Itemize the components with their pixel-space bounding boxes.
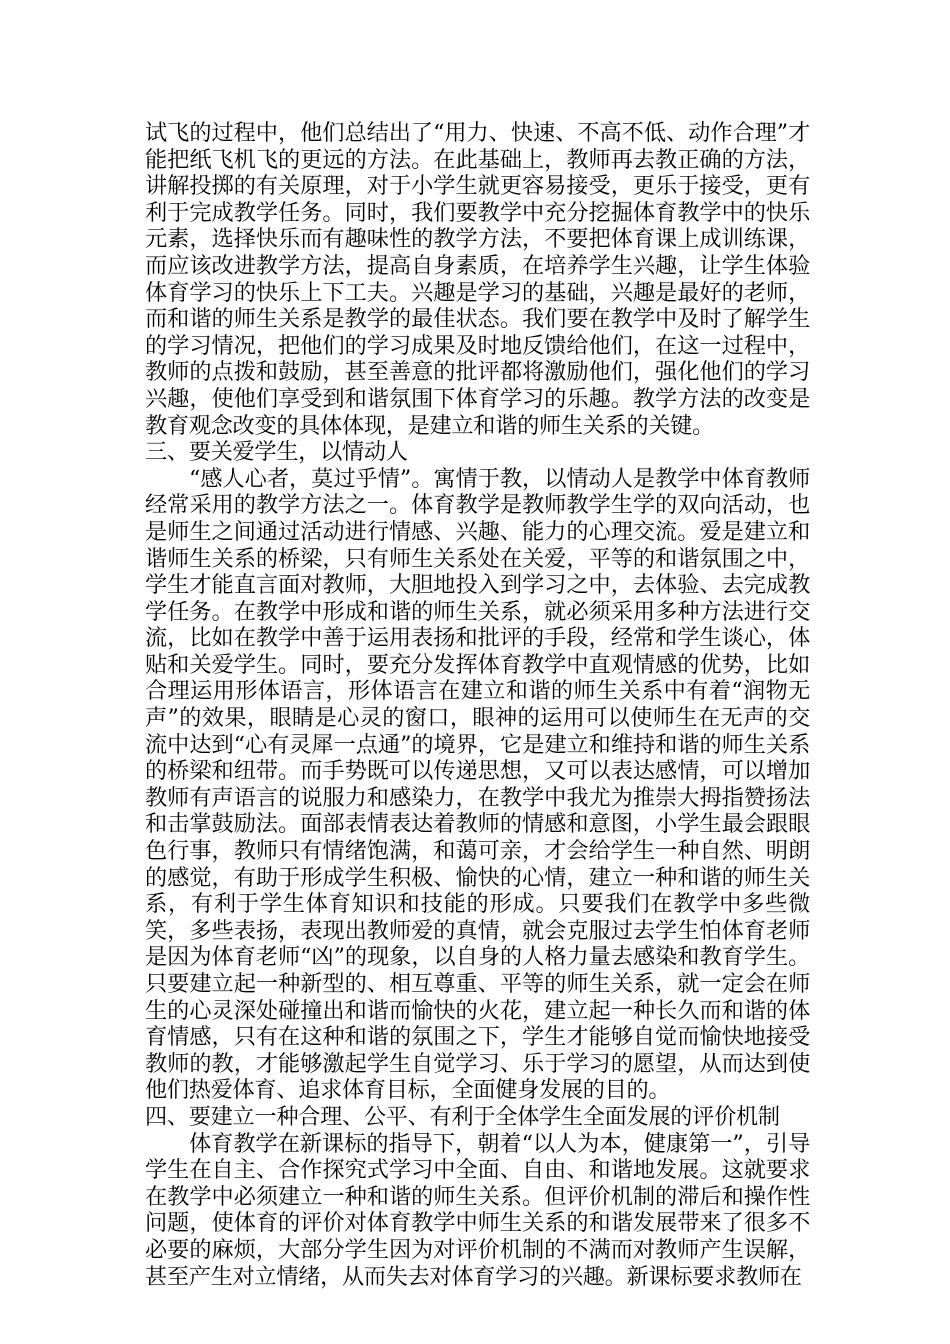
body-paragraph-2: “感人心者，莫过乎情”。寓情于教，以情动人是教学中体育教师经常采用的教学方法之一。体育教学是教师教学生学的双向活动，也是师生之间通过活动进行情感、兴趣、能力的心理交流。爱是建立和谐师生关系的桥梁，只有师生关系处在关爱，平等的和谐氛围之中，学生才能直言面对教师，大胆地投入到学习之中，去体验、去完成教学任务。在教学中形成和谐的师生关系，就必须采用多种方法进行交流，比如在教学中善于运用表扬和批评的手段，经常和学生谈心，体贴和关爱学生。同时，要充分发挥体育教学中直观情感的优势，比如合理运用形体语言，形体语言在建立和谐的师生关系中有着“润物无声”的效果，眼睛是心灵的窗口，眼神的运用可以使师生在无声的交流中达到“心有灵犀一点通”的境界，它是建立和维持和谐的师生关系的桥梁和纽带。而手势既可以传递思想，又可以表达感情，可以增加教师有声语言的说服力和感染力，在教学中我尤为推崇大拇指赞扬法和击掌鼓励法。面部表情表达着教师的情感和意图，小学生最会跟眼色行事，教师只有情绪饱满，和蔼可亲，才会给学生一种自然、明朗的感觉，有助于形成学生积极、愉快的心情，建立一种和谐的师生关系，有利于学生体育知识和技能的形成。只要我们在教学中多些微笑，多些表扬，表现出教师爱的真情，就会克服过去学生怕体育老师是因为体育老师“凶”的现象，以自身的人格力量去感染和教育学生。只要建立起一种新型的、相互尊重、平等的师生关系，就一定会在师生的心灵深处碰撞出和谐而愉快的火花，建立起一种长久而和谐的体育情感，只有在这种和谐的氛围之下，学生才能够自觉而愉快地接受教师的教，才能够激起学生自觉学习、乐于学习的愿望，从而达到使他们热爱体育、追求体育目标，全面健身发展的目的。 bbox=[145, 465, 810, 1104]
document-page bbox=[145, 120, 810, 1290]
section-heading-4: 四、要建立一种合理、公平、有利于全体学生全面发展的评价机制 bbox=[145, 1103, 780, 1130]
body-paragraph-1: 试飞的过程中，他们总结出了“用力、快速、不高不低、动作合理”才能把纸飞机飞的更远的方法。在此基础上，教师再去教正确的方法，讲解投掷的有关原理，对于小学生就更容易接受，更乐于接受，更有利于完成教学任务。同时，我们要教学中充分挖掘体育教学中的快乐元素，选择快乐而有趣味性的教学方法，不要把体育课上成训练课，而应该改进教学方法，提高自身素质，在培养学生兴趣，让学生体验体育学习的快乐上下工夫。兴趣是学习的基础，兴趣是最好的老师，而和谐的师生关系是教学的最佳状态。我们要在教学中及时了解学生的学习情况，把他们的学习成果及时地反馈给他们，在这一过程中，教师的点拨和鼓励，甚至善意的批评都将激励他们，强化他们的学习兴趣，使他们享受到和谐氛围下体育学习的乐趣。教学方法的改变是教育观念改变的具体体现，是建立和谐的师生关系的关键。 bbox=[145, 120, 810, 439]
body-paragraph-3: 体育教学在新课标的指导下，朝着“以人为本，健康第一”，引导学生在自主、合作探究式学习中全面、自由、和谐地发展。这就要求在教学中必须建立一种和谐的师生关系。但评价机制的滞后和操作性问题，使体育的评价对体育教学中师生关系的和谐发展带来了很多不必要的麻烦，大部分学生因为对评价机制的不满而对教师产生误解，甚至产生对立情绪，从而失去对体育学习的兴趣。新课标要求教师在 bbox=[145, 1130, 810, 1290]
section-heading-3: 三、要关爱学生，以情动人 bbox=[145, 439, 408, 466]
